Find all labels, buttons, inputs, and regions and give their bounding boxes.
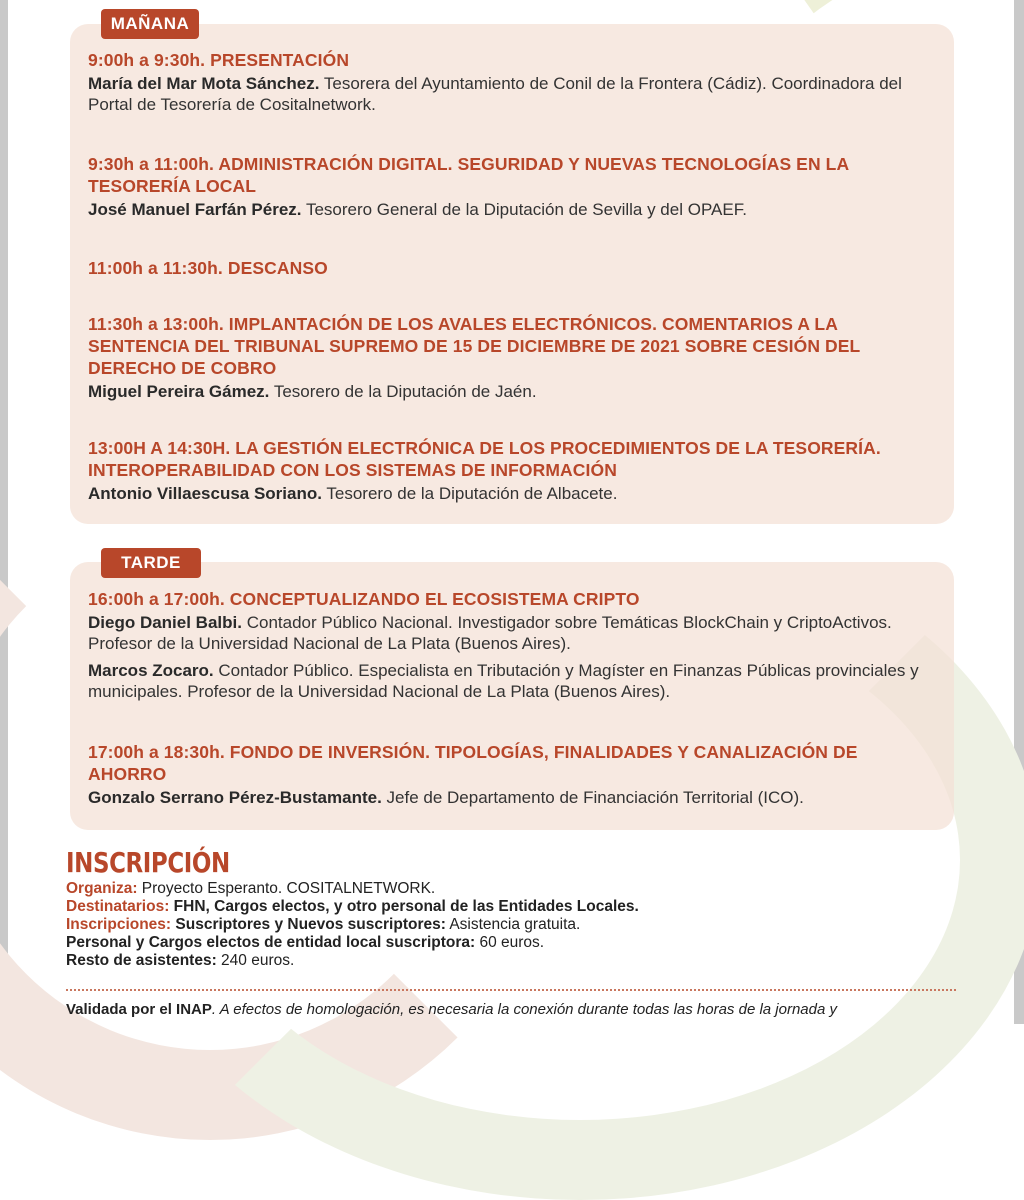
subscribers-value: Asistencia gratuita. (445, 916, 581, 933)
local-staff-price-line (66, 934, 946, 952)
registration-label: Inscripciones: (66, 916, 172, 933)
speaker-info (88, 787, 938, 808)
speaker-name: José Manuel Farfán Pérez. (88, 200, 302, 219)
speaker-description: Contador Público Nacional. Investigador sobre Temáticas BlockChain y CriptoActivos. Profesor de la Universidad Nacional de La Plata (Buenos Aires). (88, 613, 892, 653)
audience-value: FHN, Cargos electos, y otro personal de las Entidades Locales. (169, 898, 639, 915)
morning-badge: MAÑANA (101, 9, 199, 39)
afternoon-badge: TARDE (101, 548, 201, 578)
speaker-name: Marcos Zocaro. (88, 661, 214, 680)
audience-label: Destinatarios: (66, 898, 170, 915)
subscribers-label: Suscriptores y Nuevos suscriptores: (171, 916, 446, 933)
session-item (88, 588, 938, 702)
organizer-line (66, 880, 946, 898)
speaker-description: Tesorera del Ayuntamiento de Conil de la Frontera (Cádiz). Coordinadora del Portal de Tesorería de Cositalnetwork. (88, 74, 902, 114)
other-attendees-price-line (66, 952, 946, 970)
other-attendees-label: Resto de asistentes: (66, 952, 217, 969)
speaker-info (88, 73, 938, 115)
session-item (88, 49, 938, 115)
registration-heading: INSCRIPCIÓN (66, 846, 230, 879)
local-staff-label: Personal y Cargos electos de entidad local suscriptora: (66, 934, 476, 951)
session-title: 11:30h a 13:00h. IMPLANTACIÓN DE LOS AVALES ELECTRÓNICOS. COMENTARIOS A LA SENTENCIA DEL TRIBUNAL SUPREMO DE 15 DE DICIEMBRE DE 2021 SOBRE CESIÓN DEL DERECHO DE COBRO (88, 314, 861, 378)
audience-line (66, 898, 946, 916)
session-title: 11:00h a 11:30h. DESCANSO (88, 258, 328, 278)
speaker-info (88, 483, 938, 504)
organizer-label: Organiza: (66, 880, 138, 897)
session-item (88, 313, 938, 402)
speaker-name: María del Mar Mota Sánchez. (88, 74, 320, 93)
session-item (88, 741, 938, 808)
dotted-divider (66, 989, 956, 991)
session-title: 17:00h a 18:30h. FONDO DE INVERSIÓN. TIPOLOGÍAS, FINALIDADES Y CANALIZACIÓN DE AHORRO (88, 742, 858, 784)
session-item (88, 153, 938, 220)
left-edge (0, 0, 8, 1024)
speaker-description: Tesorero de la Diputación de Jaén. (269, 382, 537, 401)
registration-line (66, 916, 946, 934)
speaker-info (88, 660, 938, 702)
other-attendees-price: 240 euros. (216, 952, 295, 969)
speaker-description: Contador Público. Especialista en Tributación y Magíster en Finanzas Públicas provinciales y municipales. Profesor de la Universidad Nacional de La Plata (Buenos Aires). (88, 661, 919, 701)
speaker-description: Tesorero General de la Diputación de Sevilla y del OPAEF. (301, 200, 747, 219)
speaker-info (88, 199, 938, 220)
session-title: 9:00h a 9:30h. PRESENTACIÓN (88, 50, 350, 70)
speaker-name: Antonio Villaescusa Soriano. (88, 484, 322, 503)
session-item (88, 437, 938, 504)
speaker-info (88, 612, 938, 654)
organizer-value: Proyecto Esperanto. COSITALNETWORK. (137, 880, 436, 897)
session-title: 16:00h a 17:00h. CONCEPTUALIZANDO EL ECOSISTEMA CRIPTO (88, 589, 640, 609)
session-item (88, 257, 938, 279)
speaker-name: Gonzalo Serrano Pérez-Bustamante. (88, 788, 382, 807)
validation-note (66, 1000, 958, 1020)
validation-text: . A efectos de homologación, es necesaria la conexión durante todas las horas de la jornada y (211, 1001, 838, 1018)
speaker-description: Tesorero de la Diputación de Albacete. (321, 484, 618, 503)
right-edge (1014, 0, 1024, 1024)
validation-label: Validada por el INAP (66, 1001, 212, 1018)
session-title: 9:30h a 11:00h. ADMINISTRACIÓN DIGITAL. SEGURIDAD Y NUEVAS TECNOLOGÍAS EN LA TESORERÍA LOCAL (88, 154, 849, 196)
speaker-info (88, 381, 938, 402)
local-staff-price: 60 euros. (475, 934, 545, 951)
speaker-name: Miguel Pereira Gámez. (88, 382, 270, 401)
session-title: 13:00H A 14:30H. LA GESTIÓN ELECTRÓNICA DE LOS PROCEDIMIENTOS DE LA TESORERÍA. INTEROPERABILIDAD CON LOS SISTEMAS DE INFORMACIÓN (88, 438, 881, 480)
speaker-name: Diego Daniel Balbi. (88, 613, 242, 632)
registration-details (66, 880, 946, 970)
speaker-description: Jefe de Departamento de Financiación Territorial (ICO). (381, 788, 804, 807)
